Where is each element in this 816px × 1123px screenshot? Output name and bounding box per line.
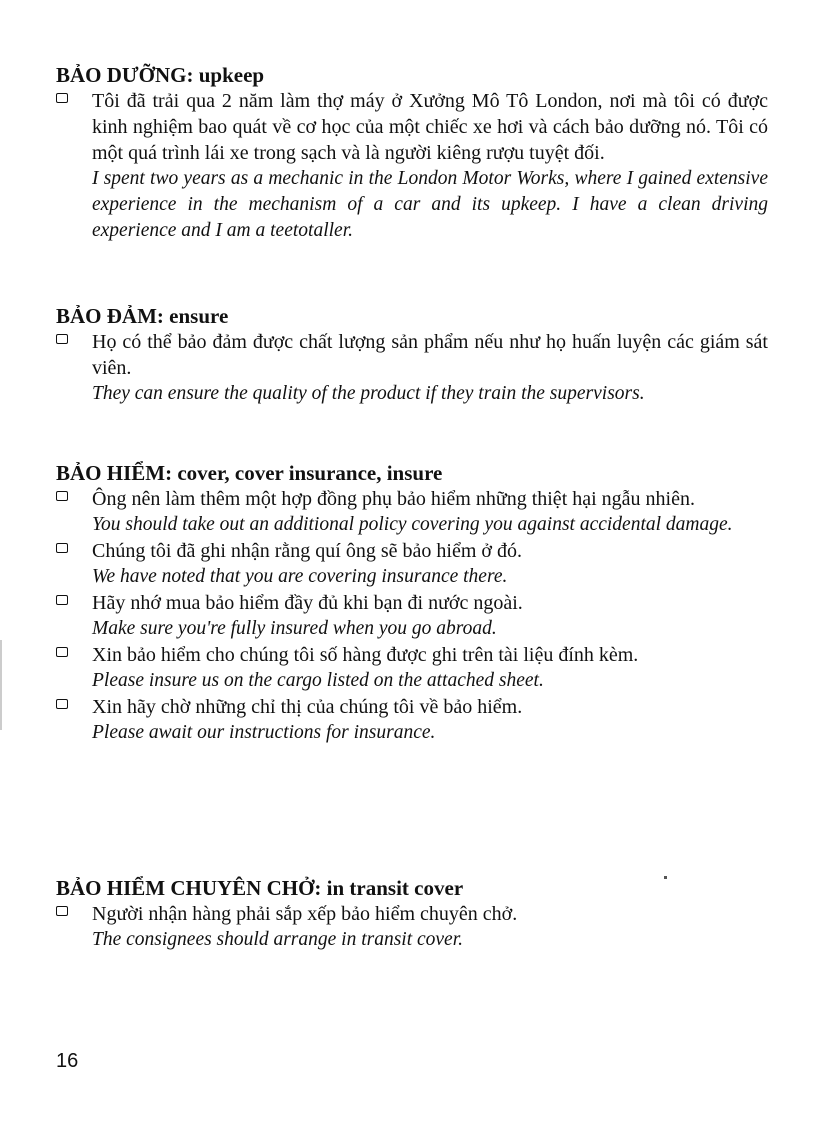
vietnamese-sentence: Họ có thể bảo đảm được chất lượng sản phẩm nếu như họ huấn luyện các giám sát viên. — [92, 331, 768, 379]
entry-heading: BẢO ĐẢM: ensure — [56, 304, 229, 328]
vietnamese-sentence: Hãy nhớ mua bảo hiểm đầy đủ khi bạn đi nước ngoài. — [92, 592, 523, 614]
list-item — [56, 88, 768, 244]
english-translation: Please insure us on the cargo listed on the attached sheet. — [92, 670, 544, 691]
english-translation: You should take out an additional policy covering you against accidental damage. — [92, 514, 733, 535]
entry-bao-duong — [56, 62, 768, 244]
english-translation: Make sure you're fully insured when you go abroad. — [92, 618, 497, 639]
entry-bao-dam — [56, 303, 768, 407]
list-item — [56, 538, 768, 590]
english-translation: We have noted that you are covering insurance there. — [92, 566, 508, 587]
checkbox-bullet-icon — [56, 334, 68, 344]
list-item — [56, 486, 768, 538]
checkbox-bullet-icon — [56, 595, 68, 605]
entry-heading: BẢO DƯỠNG: upkeep — [56, 63, 265, 87]
scan-speck — [664, 876, 667, 879]
checkbox-bullet-icon — [56, 491, 68, 501]
checkbox-bullet-icon — [56, 647, 68, 657]
checkbox-bullet-icon — [56, 93, 68, 103]
entry-bao-hiem — [56, 460, 768, 746]
vietnamese-sentence: Chúng tôi đã ghi nhận rằng quí ông sẽ bảo hiểm ở đó. — [92, 540, 522, 562]
list-item — [56, 590, 768, 642]
english-translation: I spent two years as a mechanic in the London Motor Works, where I gained extensive experience in the mechanism of a car and its upkeep. I have a clean driving experience and I am a teetotaller. — [92, 168, 768, 241]
entry-heading: BẢO HIỂM: cover, cover insurance, insure — [56, 461, 443, 485]
vietnamese-sentence: Xin hãy chờ những chỉ thị của chúng tôi về bảo hiểm. — [92, 696, 523, 718]
entry-bao-hiem-chuyen-cho — [56, 875, 768, 953]
checkbox-bullet-icon — [56, 906, 68, 916]
scan-edge-shadow — [0, 640, 2, 730]
vietnamese-sentence: Tôi đã trải qua 2 năm làm thợ máy ở Xưởng Mô Tô London, nơi mà tôi có được kinh nghiệm bao quát về cơ học của một chiếc xe hơi và cách bảo dưỡng nó. Tôi có một quá trình lái xe trong sạch và là người kiêng rượu tuyệt đối. — [92, 90, 768, 164]
list-item — [56, 694, 768, 746]
checkbox-bullet-icon — [56, 543, 68, 553]
list-item — [56, 329, 768, 407]
list-item — [56, 901, 768, 953]
english-translation: Please await our instructions for insurance. — [92, 722, 436, 743]
checkbox-bullet-icon — [56, 699, 68, 709]
entry-heading: BẢO HIỂM CHUYÊN CHỞ: in transit cover — [56, 876, 464, 900]
english-translation: They can ensure the quality of the product if they train the supervisors. — [92, 383, 645, 404]
page-number: 16 — [56, 1050, 79, 1072]
vietnamese-sentence: Ông nên làm thêm một hợp đồng phụ bảo hiểm những thiệt hại ngẫu nhiên. — [92, 488, 695, 510]
vietnamese-sentence: Người nhận hàng phải sắp xếp bảo hiểm chuyên chở. — [92, 903, 518, 925]
vietnamese-sentence: Xin bảo hiểm cho chúng tôi số hàng được ghi trên tài liệu đính kèm. — [92, 644, 639, 666]
list-item — [56, 642, 768, 694]
english-translation: The consignees should arrange in transit cover. — [92, 929, 464, 950]
